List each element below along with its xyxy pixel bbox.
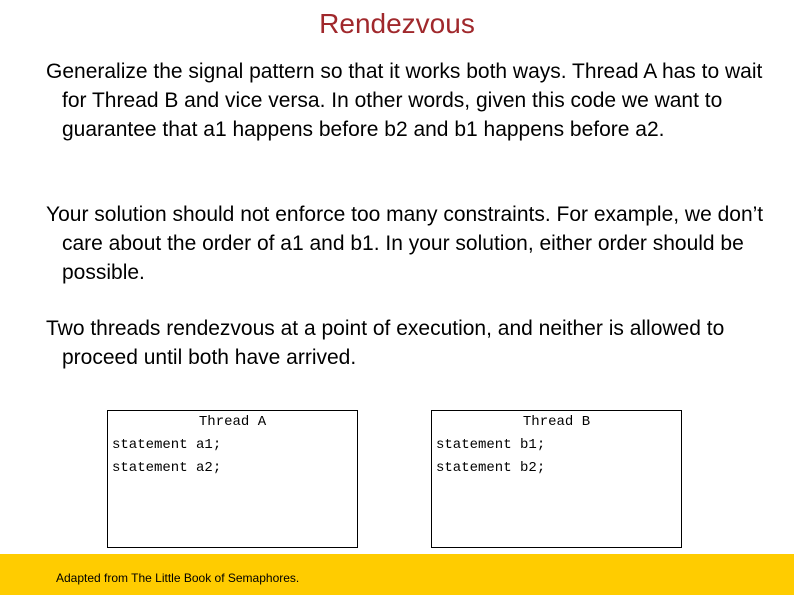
slide-title: Rendezvous: [319, 8, 475, 39]
thread-a-statement-2: statement a2;: [112, 460, 222, 476]
paragraph-definition: Two threads rendezvous at a point of execution, and neither is allowed to proceed until both have arrived.: [46, 317, 725, 369]
thread-a-header: Thread A: [198, 414, 267, 430]
footer-band: [0, 554, 794, 595]
paragraph-problem: Generalize the signal pattern so that it works both ways. Thread A has to wait for Thread B and vice versa. In other words, given this code we want to guarantee that a1 happens before b2 and b1 happens before a2.: [46, 60, 763, 141]
thread-b-header: Thread B: [522, 414, 591, 430]
thread-a-code-box: [107, 410, 358, 548]
thread-b-statement-1: statement b1;: [436, 437, 546, 453]
thread-b-statement-2: statement b2;: [436, 460, 546, 476]
footer-attribution: Adapted from The Little Book of Semaphores.: [56, 571, 300, 585]
thread-b-code-box: [431, 410, 682, 548]
paragraph-constraints: Your solution should not enforce too many constraints. For example, we don’t care about the order of a1 and b1. In your solution, either order should be possible.: [46, 203, 764, 284]
thread-a-statement-1: statement a1;: [112, 437, 222, 453]
